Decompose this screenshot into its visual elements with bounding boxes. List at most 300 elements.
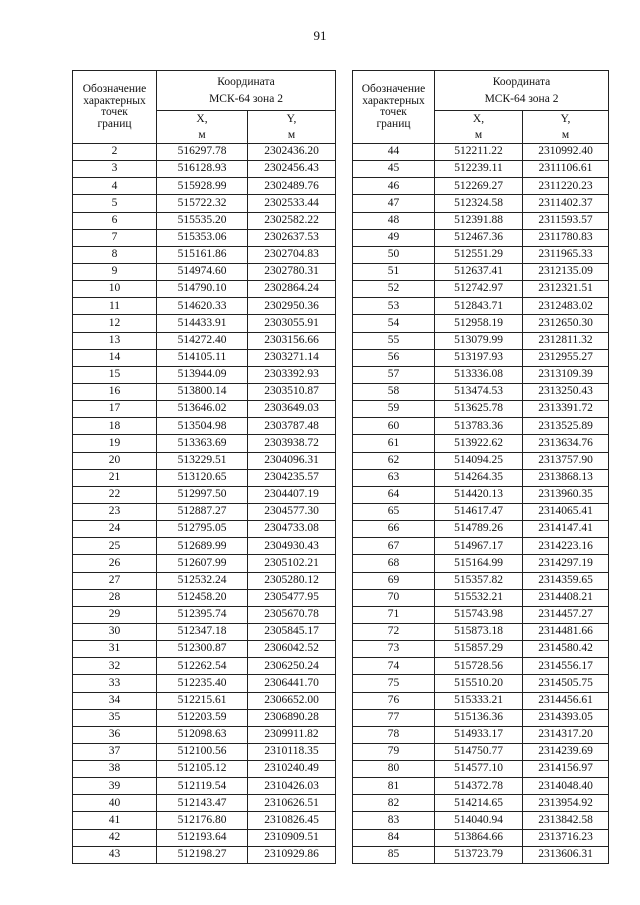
x-coordinate-cell: 513783.36 [435, 418, 523, 435]
x-coordinate-cell: 514967.17 [435, 538, 523, 555]
point-number-cell: 55 [353, 332, 435, 349]
point-number-cell: 7 [73, 229, 157, 246]
point-number-cell: 71 [353, 606, 435, 623]
point-number-cell: 38 [73, 761, 157, 778]
y-coordinate-cell: 2311106.61 [523, 161, 609, 178]
point-header-line: характерных [83, 94, 146, 107]
x-coordinate-cell: 512098.63 [157, 726, 248, 743]
point-number-cell: 44 [353, 144, 435, 161]
x-coordinate-cell: 514974.60 [157, 263, 248, 280]
table-row [353, 144, 609, 161]
point-number-cell: 6 [73, 212, 157, 229]
y-coordinate-cell: 2313757.90 [523, 452, 609, 469]
table-row [73, 195, 336, 212]
point-number-cell: 4 [73, 178, 157, 195]
x-coordinate-cell: 513646.02 [157, 401, 248, 418]
table-row [353, 761, 609, 778]
y-coordinate-cell: 2302533.44 [248, 195, 336, 212]
y-coordinate-cell: 2302864.24 [248, 281, 336, 298]
x-coordinate-cell: 512458.20 [157, 589, 248, 606]
x-coordinate-cell: 513504.98 [157, 418, 248, 435]
table-row [73, 606, 336, 623]
y-coordinate-cell: 2314147.41 [523, 521, 609, 538]
y-coordinate-cell: 2314223.16 [523, 538, 609, 555]
system-label: МСК-64 зона 2 [209, 92, 283, 105]
x-coordinate-cell: 514420.13 [435, 486, 523, 503]
point-number-cell: 52 [353, 281, 435, 298]
point-number-cell: 21 [73, 469, 157, 486]
point-number-cell: 26 [73, 555, 157, 572]
y-axis-label: Y, [560, 113, 571, 125]
y-coordinate-cell: 2314505.75 [523, 675, 609, 692]
table-row [73, 281, 336, 298]
table-row [73, 298, 336, 315]
point-number-cell: 79 [353, 743, 435, 760]
point-number-cell: 42 [73, 829, 157, 846]
coordinates-table-right [352, 70, 609, 864]
y-coordinate-cell: 2305477.95 [248, 589, 336, 606]
x-coordinate-cell: 512143.47 [157, 795, 248, 812]
table-row [353, 212, 609, 229]
y-coordinate-cell: 2306441.70 [248, 675, 336, 692]
unit-label: м [198, 129, 206, 141]
table-row [73, 435, 336, 452]
y-coordinate-cell: 2310992.40 [523, 144, 609, 161]
table-row [73, 743, 336, 760]
point-number-cell: 75 [353, 675, 435, 692]
table-row [353, 795, 609, 812]
x-axis-label: X, [472, 113, 485, 125]
x-coordinate-cell: 514750.77 [435, 743, 523, 760]
table-row [73, 366, 336, 383]
x-coordinate-cell: 512532.24 [157, 572, 248, 589]
coordinates-table-left [72, 70, 336, 864]
y-coordinate-cell: 2303787.48 [248, 418, 336, 435]
point-number-cell: 35 [73, 709, 157, 726]
y-coordinate-cell: 2314048.40 [523, 778, 609, 795]
point-number-cell: 29 [73, 606, 157, 623]
table-row [353, 846, 609, 863]
x-coordinate-cell: 515532.21 [435, 589, 523, 606]
table-row [353, 572, 609, 589]
table-row [353, 366, 609, 383]
y-coordinate-cell: 2314156.97 [523, 761, 609, 778]
table-row [73, 212, 336, 229]
point-number-cell: 81 [353, 778, 435, 795]
y-coordinate-cell: 2303392.93 [248, 366, 336, 383]
x-coordinate-cell: 512211.22 [435, 144, 523, 161]
point-number-cell: 17 [73, 401, 157, 418]
table-row [73, 538, 336, 555]
point-number-cell: 51 [353, 263, 435, 280]
x-coordinate-cell: 515333.21 [435, 692, 523, 709]
point-number-cell: 61 [353, 435, 435, 452]
x-coordinate-cell: 512689.99 [157, 538, 248, 555]
point-header-line: границ [97, 117, 132, 130]
table-row [73, 263, 336, 280]
x-coordinate-cell: 512551.29 [435, 246, 523, 263]
x-coordinate-cell: 514040.94 [435, 812, 523, 829]
x-coordinate-cell: 512119.54 [157, 778, 248, 795]
y-coordinate-cell: 2313391.72 [523, 401, 609, 418]
table-row [73, 623, 336, 640]
table-row [353, 401, 609, 418]
x-coordinate-cell: 514272.40 [157, 332, 248, 349]
unit-label: м [287, 129, 296, 141]
point-number-cell: 39 [73, 778, 157, 795]
y-coordinate-cell: 2314408.21 [523, 589, 609, 606]
table-row [73, 161, 336, 178]
point-number-cell: 14 [73, 349, 157, 366]
table-row [353, 246, 609, 263]
point-header-line: границ [376, 117, 411, 130]
y-coordinate-cell: 2302780.31 [248, 263, 336, 280]
table-row [353, 503, 609, 520]
point-number-cell: 63 [353, 469, 435, 486]
x-coordinate-cell: 515873.18 [435, 623, 523, 640]
table-row [73, 229, 336, 246]
x-coordinate-cell: 512395.74 [157, 606, 248, 623]
y-coordinate-cell: 2303055.91 [248, 315, 336, 332]
point-name-header [353, 71, 435, 144]
y-coordinate-cell: 2313842.58 [523, 812, 609, 829]
table-row [73, 521, 336, 538]
y-coordinate-cell: 2313606.31 [523, 846, 609, 863]
point-number-cell: 54 [353, 315, 435, 332]
x-coordinate-cell: 515535.20 [157, 212, 248, 229]
x-coordinate-cell: 513363.69 [157, 435, 248, 452]
point-number-cell: 12 [73, 315, 157, 332]
x-coordinate-cell: 515510.20 [435, 675, 523, 692]
y-coordinate-cell: 2305845.17 [248, 623, 336, 640]
x-coordinate-cell: 513864.66 [435, 829, 523, 846]
y-coordinate-cell: 2313525.89 [523, 418, 609, 435]
point-number-cell: 73 [353, 641, 435, 658]
x-coordinate-cell: 512467.36 [435, 229, 523, 246]
table-row [353, 812, 609, 829]
y-coordinate-cell: 2314393.05 [523, 709, 609, 726]
point-number-cell: 64 [353, 486, 435, 503]
y-coordinate-cell: 2310240.49 [248, 761, 336, 778]
table-row [353, 658, 609, 675]
y-coordinate-cell: 2302637.53 [248, 229, 336, 246]
point-number-cell: 62 [353, 452, 435, 469]
x-coordinate-cell: 512300.87 [157, 641, 248, 658]
table-row [73, 726, 336, 743]
x-coordinate-cell: 512235.40 [157, 675, 248, 692]
y-coordinate-cell: 2314359.65 [523, 572, 609, 589]
x-coordinate-cell: 513800.14 [157, 383, 248, 400]
x-coordinate-cell: 514433.91 [157, 315, 248, 332]
y-coordinate-cell: 2312135.09 [523, 263, 609, 280]
table-row [353, 298, 609, 315]
y-coordinate-cell: 2314456.61 [523, 692, 609, 709]
x-coordinate-cell: 512176.80 [157, 812, 248, 829]
y-coordinate-cell: 2312483.02 [523, 298, 609, 315]
point-number-cell: 49 [353, 229, 435, 246]
point-header-line: Обозначение [82, 83, 147, 95]
table-row [353, 195, 609, 212]
table-row [353, 829, 609, 846]
table-row [353, 743, 609, 760]
point-number-cell: 28 [73, 589, 157, 606]
x-coordinate-cell: 512391.88 [435, 212, 523, 229]
x-coordinate-cell: 515136.36 [435, 709, 523, 726]
table-row [73, 246, 336, 263]
x-coordinate-cell: 512997.50 [157, 486, 248, 503]
table-row [353, 692, 609, 709]
point-number-cell: 10 [73, 281, 157, 298]
x-coordinate-cell: 514617.47 [435, 503, 523, 520]
point-number-cell: 56 [353, 349, 435, 366]
y-coordinate-cell: 2314481.66 [523, 623, 609, 640]
table-row [73, 658, 336, 675]
x-coordinate-cell: 512607.99 [157, 555, 248, 572]
y-coordinate-cell: 2305102.21 [248, 555, 336, 572]
y-coordinate-cell: 2314580.42 [523, 641, 609, 658]
x-coordinate-cell: 513474.53 [435, 383, 523, 400]
y-coordinate-cell: 2313109.39 [523, 366, 609, 383]
table-row [353, 589, 609, 606]
x-coordinate-cell: 512637.41 [435, 263, 523, 280]
table-row [353, 606, 609, 623]
y-coordinate-cell: 2310909.51 [248, 829, 336, 846]
table-row [353, 486, 609, 503]
point-number-cell: 45 [353, 161, 435, 178]
table-row [353, 332, 609, 349]
y-coordinate-cell: 2302489.76 [248, 178, 336, 195]
y-coordinate-cell: 2314065.41 [523, 503, 609, 520]
point-number-cell: 77 [353, 709, 435, 726]
x-coordinate-cell: 512198.27 [157, 846, 248, 863]
table-row [353, 641, 609, 658]
y-coordinate-cell: 2310826.45 [248, 812, 336, 829]
x-coordinate-cell: 512958.19 [435, 315, 523, 332]
table-row [73, 572, 336, 589]
table-row [353, 315, 609, 332]
table-row [73, 846, 336, 863]
y-coordinate-cell: 2312321.51 [523, 281, 609, 298]
point-number-cell: 59 [353, 401, 435, 418]
table-row [73, 795, 336, 812]
point-number-cell: 33 [73, 675, 157, 692]
y-coordinate-cell: 2302456.43 [248, 161, 336, 178]
table-row [353, 709, 609, 726]
point-number-cell: 58 [353, 383, 435, 400]
x-coordinate-cell: 513922.62 [435, 435, 523, 452]
point-number-cell: 2 [73, 144, 157, 161]
y-coordinate-cell: 2306890.28 [248, 709, 336, 726]
y-coordinate-cell: 2303938.72 [248, 435, 336, 452]
point-number-cell: 23 [73, 503, 157, 520]
point-number-cell: 15 [73, 366, 157, 383]
x-coordinate-cell: 512215.61 [157, 692, 248, 709]
x-coordinate-cell: 515728.56 [435, 658, 523, 675]
point-number-cell: 46 [353, 178, 435, 195]
table-row [73, 589, 336, 606]
x-coordinate-cell: 514372.78 [435, 778, 523, 795]
y-header [523, 111, 609, 144]
y-coordinate-cell: 2314556.17 [523, 658, 609, 675]
point-number-cell: 16 [73, 383, 157, 400]
y-coordinate-cell: 2304930.43 [248, 538, 336, 555]
point-number-cell: 40 [73, 795, 157, 812]
table-row [73, 761, 336, 778]
y-coordinate-cell: 2303271.14 [248, 349, 336, 366]
y-coordinate-cell: 2303510.87 [248, 383, 336, 400]
table-row [73, 349, 336, 366]
point-number-cell: 19 [73, 435, 157, 452]
point-number-cell: 36 [73, 726, 157, 743]
coordinate-header [435, 71, 609, 111]
table-row [353, 161, 609, 178]
y-coordinate-cell: 2305670.78 [248, 606, 336, 623]
x-coordinate-cell: 512324.58 [435, 195, 523, 212]
x-coordinate-cell: 512347.18 [157, 623, 248, 640]
x-coordinate-cell: 513723.79 [435, 846, 523, 863]
x-coordinate-cell: 512843.71 [435, 298, 523, 315]
point-header-line: точек [380, 106, 407, 118]
x-axis-label: X, [196, 113, 208, 125]
point-number-cell: 57 [353, 366, 435, 383]
point-number-cell: 60 [353, 418, 435, 435]
point-number-cell: 68 [353, 555, 435, 572]
point-number-cell: 82 [353, 795, 435, 812]
x-coordinate-cell: 512742.97 [435, 281, 523, 298]
table-row [73, 452, 336, 469]
table-row [73, 641, 336, 658]
point-number-cell: 70 [353, 589, 435, 606]
y-coordinate-cell: 2312650.30 [523, 315, 609, 332]
point-number-cell: 66 [353, 521, 435, 538]
y-coordinate-cell: 2310118.35 [248, 743, 336, 760]
x-coordinate-cell: 514214.65 [435, 795, 523, 812]
y-coordinate-cell: 2304407.19 [248, 486, 336, 503]
x-coordinate-cell: 512239.11 [435, 161, 523, 178]
y-coordinate-cell: 2314297.19 [523, 555, 609, 572]
point-number-cell: 47 [353, 195, 435, 212]
x-coordinate-cell: 512203.59 [157, 709, 248, 726]
point-number-cell: 50 [353, 246, 435, 263]
table-row [353, 623, 609, 640]
point-header-line: точек [101, 106, 128, 118]
table-row [353, 675, 609, 692]
point-number-cell: 85 [353, 846, 435, 863]
y-coordinate-cell: 2314457.27 [523, 606, 609, 623]
table-row [353, 281, 609, 298]
y-coordinate-cell: 2313716.23 [523, 829, 609, 846]
y-coordinate-cell: 2304733.08 [248, 521, 336, 538]
point-number-cell: 5 [73, 195, 157, 212]
x-coordinate-cell: 516297.78 [157, 144, 248, 161]
table-row [353, 263, 609, 280]
table-row [353, 418, 609, 435]
y-coordinate-cell: 2306042.52 [248, 641, 336, 658]
x-coordinate-cell: 515857.29 [435, 641, 523, 658]
table-row [73, 315, 336, 332]
x-coordinate-cell: 514790.10 [157, 281, 248, 298]
table-row [73, 418, 336, 435]
coordinate-header [157, 71, 336, 111]
y-coordinate-cell: 2313250.43 [523, 383, 609, 400]
y-coordinate-cell: 2302950.36 [248, 298, 336, 315]
point-name-header [73, 71, 157, 144]
table-row [73, 332, 336, 349]
table-body-left [73, 144, 336, 864]
table-row [353, 778, 609, 795]
y-coordinate-cell: 2309911.82 [248, 726, 336, 743]
x-coordinate-cell: 514105.11 [157, 349, 248, 366]
point-header-line: Обозначение [361, 83, 426, 95]
x-coordinate-cell: 512100.56 [157, 743, 248, 760]
y-coordinate-cell: 2302436.20 [248, 144, 336, 161]
point-number-cell: 43 [73, 846, 157, 863]
table-row [353, 452, 609, 469]
x-coordinate-cell: 513625.78 [435, 401, 523, 418]
table-row [73, 401, 336, 418]
point-number-cell: 9 [73, 263, 157, 280]
point-number-cell: 67 [353, 538, 435, 555]
table-row [353, 229, 609, 246]
point-number-cell: 3 [73, 161, 157, 178]
y-coordinate-cell: 2305280.12 [248, 572, 336, 589]
x-coordinate-cell: 513944.09 [157, 366, 248, 383]
x-coordinate-cell: 515357.82 [435, 572, 523, 589]
table-row [73, 178, 336, 195]
y-coordinate-cell: 2313634.76 [523, 435, 609, 452]
x-coordinate-cell: 516128.93 [157, 161, 248, 178]
point-number-cell: 13 [73, 332, 157, 349]
y-coordinate-cell: 2311965.33 [523, 246, 609, 263]
table-row [73, 692, 336, 709]
table-row [353, 726, 609, 743]
x-coordinate-cell: 512887.27 [157, 503, 248, 520]
table-row [353, 538, 609, 555]
x-coordinate-cell: 514094.25 [435, 452, 523, 469]
point-number-cell: 76 [353, 692, 435, 709]
table-row [73, 486, 336, 503]
y-coordinate-cell: 2310426.03 [248, 778, 336, 795]
x-coordinate-cell: 514577.10 [435, 761, 523, 778]
point-number-cell: 25 [73, 538, 157, 555]
system-label: МСК-64 зона 2 [484, 92, 559, 105]
point-number-cell: 53 [353, 298, 435, 315]
x-coordinate-cell: 513336.08 [435, 366, 523, 383]
table-row [73, 675, 336, 692]
y-coordinate-cell: 2304577.30 [248, 503, 336, 520]
point-number-cell: 24 [73, 521, 157, 538]
x-coordinate-cell: 512795.05 [157, 521, 248, 538]
table-row [73, 503, 336, 520]
table-row [353, 383, 609, 400]
point-number-cell: 41 [73, 812, 157, 829]
table-row [353, 178, 609, 195]
point-number-cell: 65 [353, 503, 435, 520]
y-coordinate-cell: 2313954.92 [523, 795, 609, 812]
y-coordinate-cell: 2302582.22 [248, 212, 336, 229]
x-coordinate-cell: 513229.51 [157, 452, 248, 469]
table-body-right [353, 144, 609, 864]
table-row [353, 469, 609, 486]
x-coordinate-cell: 515722.32 [157, 195, 248, 212]
y-axis-label: Y, [286, 113, 297, 125]
point-number-cell: 27 [73, 572, 157, 589]
x-coordinate-cell: 512269.27 [435, 178, 523, 195]
x-coordinate-cell: 515928.99 [157, 178, 248, 195]
table-row [353, 349, 609, 366]
x-coordinate-cell: 514264.35 [435, 469, 523, 486]
y-coordinate-cell: 2306250.24 [248, 658, 336, 675]
